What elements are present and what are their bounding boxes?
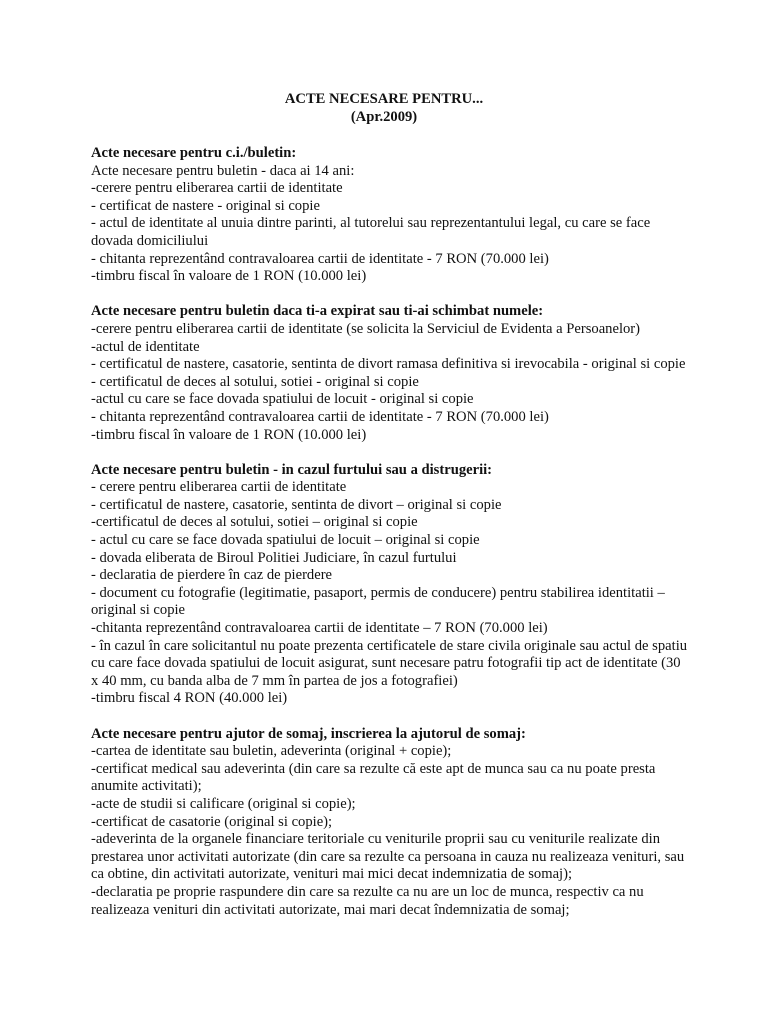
list-item: -cerere pentru eliberarea cartii de identitate xyxy=(91,180,343,197)
list-item: -timbru fiscal 4 RON (40.000 lei) xyxy=(91,690,288,707)
list-item: -timbru fiscal în valoare de 1 RON (10.000 lei) xyxy=(91,268,367,285)
list-item: -actul de identitate xyxy=(91,338,200,355)
list-item: -cartea de identitate sau buletin, adeverinta (original + copie); xyxy=(91,743,452,760)
section-heading: Acte necesare pentru buletin - in cazul furtului sau a distrugerii: xyxy=(91,461,493,478)
list-item: -acte de studii si calificare (original si copie); xyxy=(91,795,356,812)
list-item: Acte necesare pentru buletin - daca ai 14 ani: xyxy=(91,162,355,179)
list-item: - chitanta reprezentând contravaloarea cartii de identitate - 7 RON (70.000 lei) xyxy=(91,408,549,425)
list-item: -cerere pentru eliberarea cartii de identitate (se solicita la Serviciul de Evidenta a Persoanelor) xyxy=(91,320,641,337)
section-heading: Acte necesare pentru buletin daca ti-a expirat sau ti-ai schimbat numele: xyxy=(91,303,544,320)
list-item: -certificat medical sau adeverinta (din care sa rezulte că este apt de munca sau ca nu poate presta anumite activitati); xyxy=(91,760,656,795)
list-item: -declaratia pe proprie raspundere din care sa rezulte ca nu are un loc de munca, respectiv ca nu realizeaza venituri din activitati autorizate, mai mari decat îndemnizatia de somaj; xyxy=(91,883,644,918)
list-item: - declaratia de pierdere în caz de pierdere xyxy=(91,567,333,584)
list-item: - cerere pentru eliberarea cartii de identitate xyxy=(91,479,347,496)
list-item: - certificat de nastere - original si copie xyxy=(91,197,320,214)
section-heading: Acte necesare pentru c.i./buletin: xyxy=(91,145,297,161)
document-body xyxy=(91,145,691,937)
list-item: - chitanta reprezentând contravaloarea cartii de identitate - 7 RON (70.000 lei) xyxy=(91,250,549,267)
list-item: - actul cu care se face dovada spatiului de locuit – original si copie xyxy=(91,532,480,549)
list-item: -timbru fiscal în valoare de 1 RON (10.000 lei) xyxy=(91,426,367,443)
section-heading: Acte necesare pentru ajutor de somaj, inscrierea la ajutorul de somaj: xyxy=(91,725,526,742)
document-title xyxy=(0,91,768,126)
section-buletin-furt xyxy=(91,462,691,708)
list-item: -chitanta reprezentând contravaloarea cartii de identitate – 7 RON (70.000 lei) xyxy=(91,620,548,637)
list-item: - certificatul de nastere, casatorie, sentinta de divort ramasa definitiva si irevocabila - original si copie xyxy=(91,356,686,373)
list-item: -adeverinta de la organele financiare teritoriale cu veniturile proprii sau cu veniturile realizate din prestarea unor activitati autorizate (din care sa rezulte ca persoana in cauza nu realizeaza venituri, sau ca obtine, din activitati autorizate, venituri mai mici decat indemnizatia de somaj); xyxy=(91,831,685,883)
title-line-2: (Apr.2009) xyxy=(350,108,418,125)
list-item: - dovada eliberata de Biroul Politiei Judiciare, în cazul furtului xyxy=(91,549,457,566)
list-item: - certificatul de deces al sotului, sotiei - original si copie xyxy=(91,373,419,390)
title-line-1: ACTE NECESARE PENTRU... xyxy=(284,91,484,107)
list-item: -actul cu care se face dovada spatiului de locuit - original si copie xyxy=(91,391,474,408)
section-ajutor-somaj xyxy=(91,726,691,920)
list-item: - în cazul în care solicitantul nu poate prezenta certificatele de stare civila originale sau actul de spatiu cu care face dovada spatiului de locuit asigurat, sunt necesare patru fotografii tip act de identitate (30 x 40 mm, cu banda alba de 7 mm în partea de jos a fotografiei) xyxy=(91,637,688,689)
section-buletin-14-ani xyxy=(91,145,691,286)
list-item: - actul de identitate al unuia dintre parinti, al tutorelui sau reprezentantului legal, cu care se face dovada domiciliului xyxy=(91,215,651,249)
list-item: -certificat de casatorie (original si copie); xyxy=(91,813,333,830)
list-item: - document cu fotografie (legitimatie, pasaport, permis de conducere) pentru stabilirea identitatii – original si copie xyxy=(91,584,665,619)
section-buletin-expirat xyxy=(91,303,691,444)
list-item: - certificatul de nastere, casatorie, sentinta de divort – original si copie xyxy=(91,496,502,513)
list-item: -certificatul de deces al sotului, sotiei – original si copie xyxy=(91,514,418,531)
